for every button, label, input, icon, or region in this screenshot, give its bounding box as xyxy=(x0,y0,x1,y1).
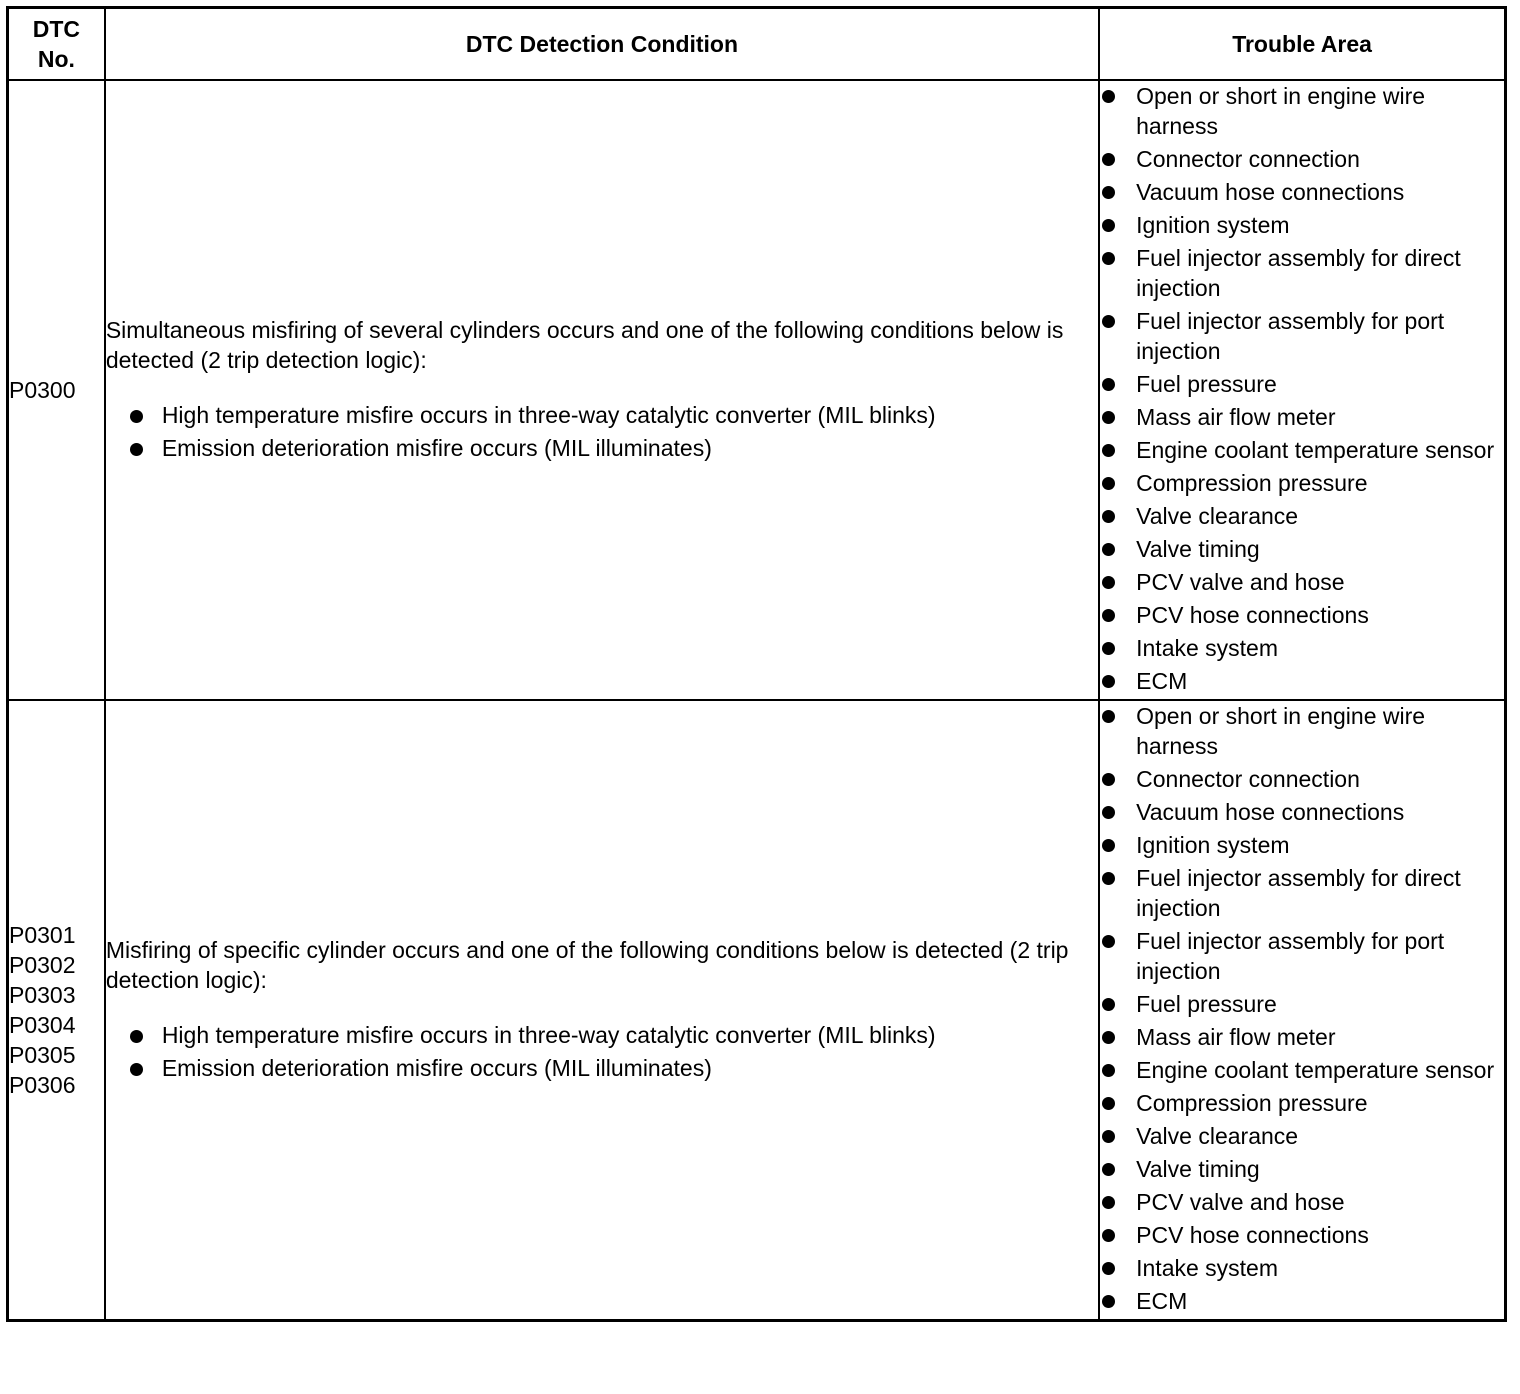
trouble-area-label: ECM xyxy=(1136,1288,1188,1314)
bullet-icon xyxy=(1102,609,1115,622)
trouble-area-item xyxy=(1100,1022,1504,1052)
trouble-area-item xyxy=(1100,764,1504,794)
trouble-area-item xyxy=(1100,177,1504,207)
trouble-area-item xyxy=(1100,435,1504,465)
trouble-area-label: Fuel injector assembly for direct injection xyxy=(1136,245,1461,301)
bullet-icon xyxy=(1102,1097,1115,1110)
bullet-icon xyxy=(1102,477,1115,490)
bullet-icon xyxy=(1102,411,1115,424)
bullet-icon xyxy=(1102,872,1115,885)
dtc-code: P0305 xyxy=(9,1042,76,1068)
trouble-area-item xyxy=(1100,1154,1504,1184)
table-row xyxy=(8,700,1506,1321)
trouble-area-label: PCV hose connections xyxy=(1136,1222,1369,1248)
trouble-area-item xyxy=(1100,402,1504,432)
trouble-area-item xyxy=(1100,797,1504,827)
trouble-area-item xyxy=(1100,926,1504,986)
bullet-icon xyxy=(130,1030,143,1043)
bullet-icon xyxy=(1102,642,1115,655)
bullet-icon xyxy=(1102,1130,1115,1143)
trouble-area-label: Engine coolant temperature sensor xyxy=(1136,437,1495,463)
trouble-area-item xyxy=(1100,1121,1504,1151)
trouble-area-label: Engine coolant temperature sensor xyxy=(1136,1057,1495,1083)
dtc-code: P0303 xyxy=(9,982,76,1008)
trouble-area-label: Open or short in engine wire harness xyxy=(1136,703,1426,759)
bullet-icon xyxy=(1102,1295,1115,1308)
bullet-icon xyxy=(1102,378,1115,391)
trouble-area-label: Fuel injector assembly for direct injection xyxy=(1136,865,1461,921)
trouble-area-cell xyxy=(1099,700,1505,1321)
bullet-icon xyxy=(1102,675,1115,688)
header-dtc-no: DTC No. xyxy=(8,8,105,81)
trouble-area-label: PCV valve and hose xyxy=(1136,569,1345,595)
trouble-area-label: Valve timing xyxy=(1136,536,1260,562)
bullet-icon xyxy=(130,443,143,456)
trouble-area-label: Ignition system xyxy=(1136,212,1290,238)
trouble-area-label: PCV valve and hose xyxy=(1136,1189,1345,1215)
bullet-icon xyxy=(1102,806,1115,819)
bullet-icon xyxy=(130,410,143,423)
trouble-area-item xyxy=(1100,600,1504,630)
bullet-icon xyxy=(1102,839,1115,852)
condition-item xyxy=(128,1019,1098,1052)
trouble-area-item xyxy=(1100,1187,1504,1217)
bullet-icon xyxy=(1102,773,1115,786)
trouble-area-label: Compression pressure xyxy=(1136,470,1368,496)
trouble-area-item xyxy=(1100,1253,1504,1283)
trouble-area-item xyxy=(1100,534,1504,564)
trouble-area-item xyxy=(1100,1055,1504,1085)
bullet-icon xyxy=(1102,1031,1115,1044)
bullet-icon xyxy=(1102,186,1115,199)
dtc-code: P0302 xyxy=(9,952,76,978)
condition-list xyxy=(106,1019,1098,1085)
bullet-icon xyxy=(1102,153,1115,166)
trouble-area-item xyxy=(1100,633,1504,663)
trouble-area-label: Fuel pressure xyxy=(1136,991,1277,1017)
condition-item-label: High temperature misfire occurs in three-way catalytic converter (MIL blinks) xyxy=(161,1022,936,1048)
detection-condition-cell xyxy=(105,80,1099,700)
trouble-area-item xyxy=(1100,863,1504,923)
trouble-area-label: Fuel injector assembly for port injection xyxy=(1136,928,1445,984)
trouble-area-item xyxy=(1100,210,1504,240)
dtc-table xyxy=(6,6,1507,1322)
trouble-area-label: Intake system xyxy=(1136,635,1279,661)
trouble-area-label: Valve clearance xyxy=(1136,1123,1299,1149)
trouble-area-item xyxy=(1100,369,1504,399)
condition-item-label: High temperature misfire occurs in three-way catalytic converter (MIL blinks) xyxy=(161,402,936,428)
dtc-code: P0304 xyxy=(9,1012,76,1038)
dtc-code: P0301 xyxy=(9,922,76,948)
trouble-area-label: Vacuum hose connections xyxy=(1136,179,1405,205)
bullet-icon xyxy=(1102,543,1115,556)
trouble-area-label: Fuel injector assembly for port injection xyxy=(1136,308,1445,364)
dtc-code: P0306 xyxy=(9,1072,76,1098)
detection-condition-cell xyxy=(105,700,1099,1321)
bullet-icon xyxy=(130,1063,143,1076)
bullet-icon xyxy=(1102,1262,1115,1275)
trouble-area-item xyxy=(1100,666,1504,696)
dtc-code: P0300 xyxy=(9,377,76,403)
bullet-icon xyxy=(1102,1163,1115,1176)
trouble-area-label: Connector connection xyxy=(1136,146,1360,172)
trouble-area-item xyxy=(1100,989,1504,1019)
condition-item-label: Emission deterioration misfire occurs (MIL illuminates) xyxy=(161,435,712,461)
trouble-area-item xyxy=(1100,306,1504,366)
trouble-area-label: PCV hose connections xyxy=(1136,602,1369,628)
trouble-area-item xyxy=(1100,701,1504,761)
trouble-area-label: Vacuum hose connections xyxy=(1136,799,1405,825)
dtc-code-cell xyxy=(8,700,105,1321)
bullet-icon xyxy=(1102,1064,1115,1077)
table-body xyxy=(8,80,1506,1321)
trouble-area-item xyxy=(1100,243,1504,303)
trouble-area-label: ECM xyxy=(1136,668,1188,694)
table-row xyxy=(8,80,1506,700)
bullet-icon xyxy=(1102,935,1115,948)
header-row xyxy=(8,8,1506,81)
trouble-area-label: Mass air flow meter xyxy=(1136,1024,1336,1050)
bullet-icon xyxy=(1102,1229,1115,1242)
trouble-area-item xyxy=(1100,468,1504,498)
trouble-area-item xyxy=(1100,1220,1504,1250)
dtc-code-cell xyxy=(8,80,105,700)
trouble-area-label: Ignition system xyxy=(1136,832,1290,858)
condition-item xyxy=(128,432,1098,465)
trouble-area-label: Connector connection xyxy=(1136,766,1360,792)
bullet-icon xyxy=(1102,444,1115,457)
condition-list xyxy=(106,399,1098,465)
trouble-area-label: Mass air flow meter xyxy=(1136,404,1336,430)
trouble-area-label: Intake system xyxy=(1136,1255,1279,1281)
trouble-area-list xyxy=(1100,701,1504,1316)
bullet-icon xyxy=(1102,219,1115,232)
bullet-icon xyxy=(1102,998,1115,1011)
trouble-area-item xyxy=(1100,567,1504,597)
bullet-icon xyxy=(1102,1196,1115,1209)
bullet-icon xyxy=(1102,252,1115,265)
trouble-area-label: Valve clearance xyxy=(1136,503,1299,529)
trouble-area-label: Fuel pressure xyxy=(1136,371,1277,397)
trouble-area-cell xyxy=(1099,80,1505,700)
bullet-icon xyxy=(1102,576,1115,589)
header-condition: DTC Detection Condition xyxy=(105,8,1099,81)
condition-text: Misfiring of specific cylinder occurs and one of the following conditions below is detected (2 trip detection logic): xyxy=(105,937,1069,993)
bullet-icon xyxy=(1102,315,1115,328)
bullet-icon xyxy=(1102,710,1115,723)
trouble-area-list xyxy=(1100,81,1504,696)
condition-item xyxy=(128,399,1098,432)
trouble-area-item xyxy=(1100,144,1504,174)
trouble-area-item xyxy=(1100,830,1504,860)
trouble-area-item xyxy=(1100,1088,1504,1118)
bullet-icon xyxy=(1102,510,1115,523)
condition-text: Simultaneous misfiring of several cylinders occurs and one of the following conditions below is detected (2 trip detection logic): xyxy=(105,317,1064,373)
condition-item-label: Emission deterioration misfire occurs (MIL illuminates) xyxy=(161,1055,712,1081)
condition-item xyxy=(128,1052,1098,1085)
header-trouble-area: Trouble Area xyxy=(1099,8,1505,81)
trouble-area-label: Valve timing xyxy=(1136,1156,1260,1182)
trouble-area-item xyxy=(1100,1286,1504,1316)
trouble-area-label: Compression pressure xyxy=(1136,1090,1368,1116)
trouble-area-label: Open or short in engine wire harness xyxy=(1136,83,1426,139)
trouble-area-item xyxy=(1100,501,1504,531)
trouble-area-item xyxy=(1100,81,1504,141)
bullet-icon xyxy=(1102,90,1115,103)
